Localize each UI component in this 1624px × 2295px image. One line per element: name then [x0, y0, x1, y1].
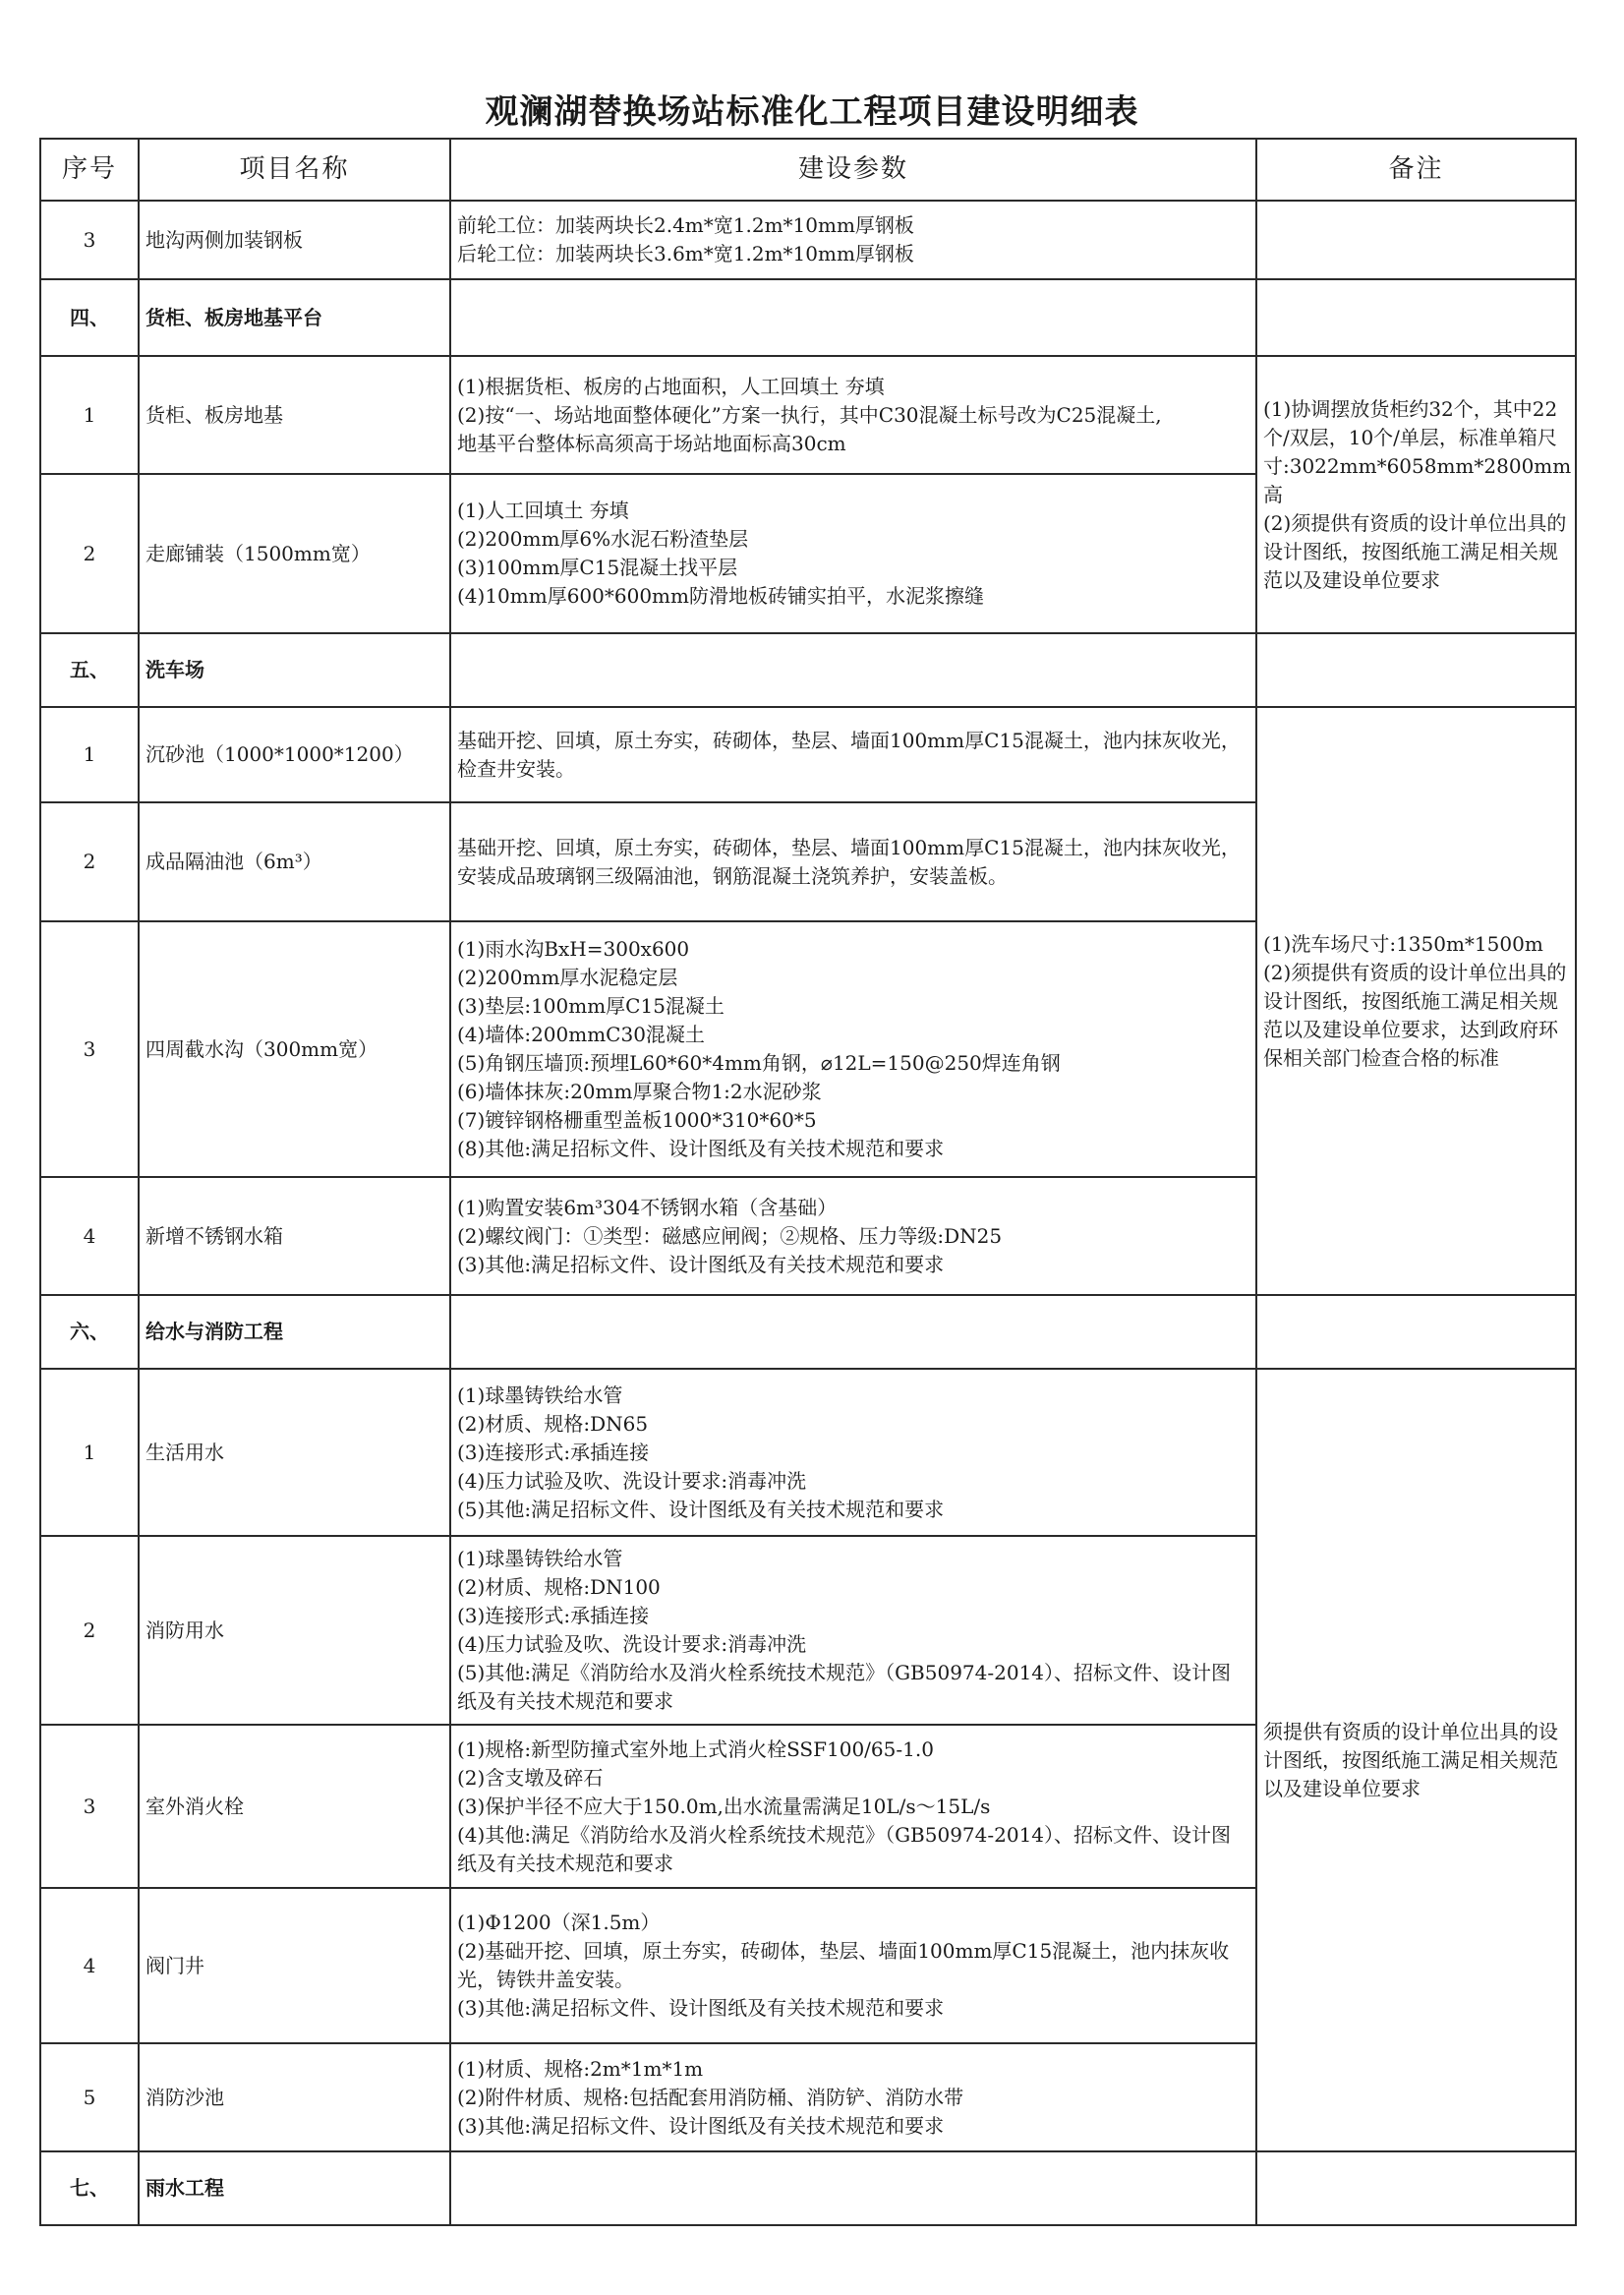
table-row — [40, 356, 1576, 474]
param-line: (1)购置安装6m³304不锈钢水箱（含基础） — [457, 1195, 838, 1219]
param-line: (2)基础开挖、回填，原土夯实，砖砌体，垫层、墙面100mm厚C15混凝土，池内抹灰收光，铸铁井盖安装。 — [457, 1939, 1230, 1991]
row-seq: 1 — [40, 1369, 139, 1536]
remark-sec6 — [1256, 1369, 1576, 2151]
param-line: (1)球墨铸铁给水管 — [457, 1383, 623, 1407]
row-name: 新增不锈钢水箱 — [139, 1177, 450, 1295]
table-row — [40, 1369, 1576, 1536]
row-name: 成品隔油池（6m³） — [139, 802, 450, 921]
row-params — [450, 2043, 1256, 2151]
section-name: 雨水工程 — [139, 2151, 450, 2225]
header-params: 建设参数 — [450, 139, 1256, 201]
row-name: 消防沙池 — [139, 2043, 450, 2151]
param-line: 前轮工位：加装两块长2.4m*宽1.2m*10mm厚钢板 — [457, 213, 914, 237]
row-name: 沉砂池（1000*1000*1200） — [139, 707, 450, 802]
table-row — [40, 201, 1576, 279]
section-row — [40, 1295, 1576, 1369]
param-line: (1)根据货柜、板房的占地面积，人工回填土 夯填 — [457, 374, 885, 398]
spec-table — [39, 138, 1577, 2226]
section-params — [450, 279, 1256, 356]
param-line: (2)按“一、场站地面整体硬化”方案一执行，其中C30混凝土标号改为C25混凝土, — [457, 402, 1162, 427]
row-params — [450, 921, 1256, 1177]
section-params — [450, 2151, 1256, 2225]
param-line: (4)其他:满足《消防给水及消火栓系统技术规范》（GB50974-2014）、招标文件、设计图纸及有关技术规范和要求 — [457, 1822, 1232, 1875]
row-name: 消防用水 — [139, 1536, 450, 1725]
param-line: (2)200mm厚6%水泥石粉渣垫层 — [457, 527, 749, 551]
param-line: (2)附件材质、规格:包括配套用消防桶、消防铲、消防水带 — [457, 2085, 964, 2109]
param-line: (1)球墨铸铁给水管 — [457, 1547, 623, 1570]
section-seq: 四、 — [40, 279, 139, 356]
section-seq: 六、 — [40, 1295, 139, 1369]
row-params — [450, 356, 1256, 474]
row-seq: 4 — [40, 1888, 139, 2043]
remark-line: (1)协调摆放货柜约32个，其中22个/双层，10个/单层，标准单箱尺寸:3022mm*6058mm*2800mm高 — [1263, 396, 1572, 506]
param-line: (3)其他:满足招标文件、设计图纸及有关技术规范和要求 — [457, 1996, 945, 2020]
row-params — [450, 707, 1256, 802]
section-seq: 七、 — [40, 2151, 139, 2225]
param-line: (4)压力试验及吹、洗设计要求:消毒冲洗 — [457, 1632, 807, 1656]
header-row — [40, 139, 1576, 201]
row-params — [450, 1177, 1256, 1295]
remark-line: (2)须提供有资质的设计单位出具的设计图纸，按图纸施工满足相关规范以及建设单位要求，达到政府环保相关部门检查合格的标准 — [1263, 960, 1567, 1070]
row-params — [450, 1888, 1256, 2043]
param-line: (8)其他:满足招标文件、设计图纸及有关技术规范和要求 — [457, 1137, 945, 1160]
param-line: (3)100mm厚C15混凝土找平层 — [457, 556, 738, 579]
param-line: (3)连接形式:承插连接 — [457, 1440, 650, 1464]
header-name: 项目名称 — [139, 139, 450, 201]
section-remark — [1256, 279, 1576, 356]
row-seq: 3 — [40, 201, 139, 279]
param-line: (2)200mm厚水泥稳定层 — [457, 966, 678, 989]
param-line: (6)墙体抹灰:20mm厚聚合物1:2水泥砂浆 — [457, 1080, 822, 1103]
param-line: 基础开挖、回填，原土夯实，砖砌体，垫层、墙面100mm厚C15混凝土，池内抹灰收光，安装成品玻璃钢三级隔油池，钢筋混凝土浇筑养护，安装盖板。 — [457, 835, 1241, 888]
header-seq: 序号 — [40, 139, 139, 201]
section-name: 给水与消防工程 — [139, 1295, 450, 1369]
param-line: (3)连接形式:承插连接 — [457, 1604, 650, 1627]
param-line: (1)规格:新型防撞式室外地上式消火栓SSF100/65-1.0 — [457, 1736, 934, 1761]
section-name: 货柜、板房地基平台 — [139, 279, 450, 356]
remark-sec5 — [1256, 707, 1576, 1295]
param-line: (2)含支墩及碎石 — [457, 1765, 604, 1790]
section-seq: 五、 — [40, 633, 139, 707]
param-line: (1)Φ1200（深1.5m） — [457, 1911, 661, 1934]
section-row — [40, 2151, 1576, 2225]
row-name: 室外消火栓 — [139, 1725, 450, 1888]
param-line: (3)保护半径不应大于150.0m,出水流量需满足10L/s～15L/s — [457, 1794, 991, 1818]
row-params — [450, 1725, 1256, 1888]
param-line: (1)人工回填土 夯填 — [457, 499, 629, 522]
row-params — [450, 802, 1256, 921]
row-name: 货柜、板房地基 — [139, 356, 450, 474]
row-seq: 2 — [40, 1536, 139, 1725]
section-remark — [1256, 1295, 1576, 1369]
section-row — [40, 633, 1576, 707]
param-line: (1)材质、规格:2m*1m*1m — [457, 2056, 704, 2081]
section-params — [450, 1295, 1256, 1369]
remark-line: 须提供有资质的设计单位出具的设计图纸，按图纸施工满足相关规范以及建设单位要求 — [1263, 1719, 1558, 1800]
row-seq: 2 — [40, 474, 139, 633]
param-line: 后轮工位：加装两块长3.6m*宽1.2m*10mm厚钢板 — [457, 242, 914, 265]
remark-sec4 — [1256, 356, 1576, 633]
header-remark: 备注 — [1256, 139, 1576, 201]
param-line: (4)墙体:200mmC30混凝土 — [457, 1023, 705, 1046]
section-row — [40, 279, 1576, 356]
row-name: 地沟两侧加装钢板 — [139, 201, 450, 279]
row-params — [450, 201, 1256, 279]
param-line: (5)角钢压墙顶:预埋L60*60*4mm角钢，⌀12L=150@250焊连角钢 — [457, 1051, 1061, 1075]
section-name: 洗车场 — [139, 633, 450, 707]
row-params — [450, 1369, 1256, 1536]
section-params — [450, 633, 1256, 707]
param-line: (2)螺纹阀门：①类型：磁感应闸阀；②规格、压力等级:DN25 — [457, 1223, 1003, 1248]
param-line: 基础开挖、回填，原土夯实，砖砌体，垫层、墙面100mm厚C15混凝土，池内抹灰收光，检查井安装。 — [457, 728, 1241, 781]
param-line: (2)材质、规格:DN100 — [457, 1575, 661, 1599]
section-remark — [1256, 633, 1576, 707]
param-line: (7)镀锌钢格栅重型盖板1000*310*60*5 — [457, 1108, 817, 1132]
row-params — [450, 1536, 1256, 1725]
row-seq: 1 — [40, 356, 139, 474]
remark-line: (1)洗车场尺寸:1350m*1500m — [1263, 931, 1543, 956]
param-line: (2)材质、规格:DN65 — [457, 1411, 649, 1436]
param-line: (4)压力试验及吹、洗设计要求:消毒冲洗 — [457, 1468, 807, 1493]
row-name: 四周截水沟（300mm宽） — [139, 921, 450, 1177]
row-remark — [1256, 201, 1576, 279]
row-name: 阀门井 — [139, 1888, 450, 2043]
param-line: (3)其他:满足招标文件、设计图纸及有关技术规范和要求 — [457, 2113, 945, 2138]
row-seq: 3 — [40, 921, 139, 1177]
page-title: 观澜湖替换场站标准化工程项目建设明细表 — [485, 92, 1139, 132]
row-name: 生活用水 — [139, 1369, 450, 1536]
param-line: (3)垫层:100mm厚C15混凝土 — [457, 994, 725, 1018]
row-seq: 1 — [40, 707, 139, 802]
row-seq: 2 — [40, 802, 139, 921]
table-row — [40, 707, 1576, 802]
row-name: 走廊铺装（1500mm宽） — [139, 474, 450, 633]
section-remark — [1256, 2151, 1576, 2225]
row-params — [450, 474, 1256, 633]
param-line: (3)其他:满足招标文件、设计图纸及有关技术规范和要求 — [457, 1252, 945, 1276]
param-line: 地基平台整体标高须高于场站地面标高30cm — [457, 431, 846, 455]
row-seq: 4 — [40, 1177, 139, 1295]
param-line: (5)其他:满足招标文件、设计图纸及有关技术规范和要求 — [457, 1497, 945, 1521]
param-line: (1)雨水沟BxH=300x600 — [457, 937, 690, 961]
row-seq: 3 — [40, 1725, 139, 1888]
param-line: (5)其他:满足《消防给水及消火栓系统技术规范》（GB50974-2014）、招标文件、设计图纸及有关技术规范和要求 — [457, 1661, 1232, 1713]
remark-line: (2)须提供有资质的设计单位出具的设计图纸，按图纸施工满足相关规范以及建设单位要求 — [1263, 510, 1567, 592]
param-line: (4)10mm厚600*600mm防滑地板砖铺实拍平，水泥浆擦缝 — [457, 584, 984, 608]
row-seq: 5 — [40, 2043, 139, 2151]
